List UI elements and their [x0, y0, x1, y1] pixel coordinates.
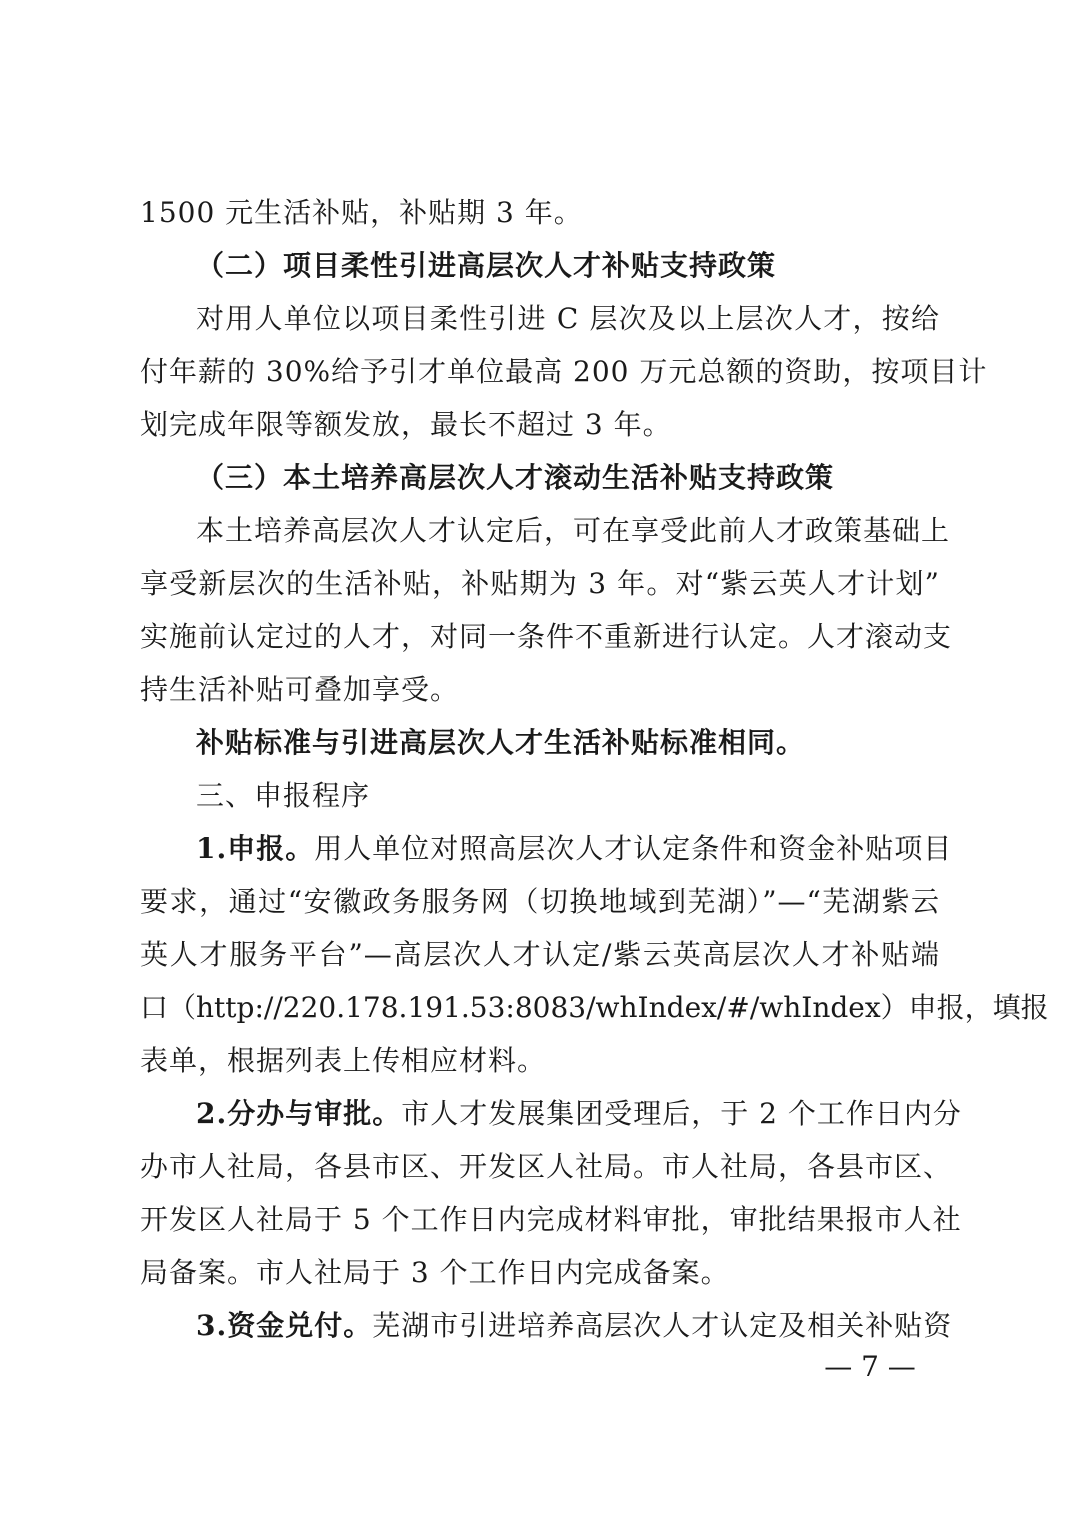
- body-text-line: 1500 元生活补贴，补贴期 3 年。: [140, 196, 583, 229]
- body-text-line: 局备案。市人社局于 3 个工作日内完成备案。: [140, 1256, 730, 1289]
- body-text-line: 本土培养高层次人才认定后，可在享受此前人才政策基础上: [196, 514, 951, 547]
- page-number: — 7 —: [824, 1350, 916, 1383]
- body-text-line: 英人才服务平台”—高层次人才认定/紫云英高层次人才补贴端: [140, 938, 940, 971]
- body-text-line: 要求，通过“安徽政务服务网（切换地域到芜湖）”—“芜湖紫云: [140, 885, 940, 918]
- body-text-line: 付年薪的 30%给予引才单位最高 200 万元总额的资助，按项目计: [140, 355, 988, 388]
- step-1-text: 用人单位对照高层次人才认定条件和资金补贴项目: [314, 832, 953, 865]
- subsidy-standard-note: 补贴标准与引进高层次人才生活补贴标准相同。: [196, 726, 806, 759]
- body-text-line: 实施前认定过的人才，对同一条件不重新进行认定。人才滚动支: [140, 620, 953, 653]
- body-text-line: 办市人社局，各县市区、开发区人社局。市人社局，各县市区、: [140, 1150, 953, 1183]
- body-text-line: 享受新层次的生活补贴，补贴期为 3 年。对“紫云英人才计划”: [140, 567, 940, 600]
- step-2-text: 市人才发展集团受理后，于 2 个工作日内分: [401, 1097, 962, 1130]
- section-heading-3: （三）本土培养高层次人才滚动生活补贴支持政策: [196, 461, 835, 494]
- procedure-step-3-line: [196, 1306, 953, 1346]
- procedure-step-1-line: [196, 829, 953, 869]
- body-text-line: 对用人单位以项目柔性引进 C 层次及以上层次人才，按给: [196, 302, 940, 335]
- step-3-text: 芜湖市引进培养高层次人才认定及相关补贴资: [372, 1309, 953, 1342]
- step-3-title: 3.资金兑付。: [196, 1309, 373, 1342]
- body-text-line: 持生活补贴可叠加享受。: [140, 673, 460, 706]
- body-text-line: 划完成年限等额发放，最长不超过 3 年。: [140, 408, 672, 441]
- procedure-step-2-line: [196, 1094, 962, 1134]
- section-heading-application-procedure: 三、申报程序: [196, 779, 371, 812]
- section-heading-2: （二）项目柔性引进高层次人才补贴支持政策: [196, 249, 777, 282]
- step-1-title: 1.申报。: [196, 832, 315, 865]
- body-text-line: 表单，根据列表上传相应材料。: [140, 1044, 547, 1077]
- body-text-line: 开发区人社局于 5 个工作日内完成材料审批，审批结果报市人社: [140, 1203, 962, 1236]
- body-text-line-with-url: 口（http://220.178.191.53:8083/whIndex/#/whIndex）申报，填报: [140, 991, 1049, 1024]
- step-2-title: 2.分办与审批。: [196, 1097, 402, 1130]
